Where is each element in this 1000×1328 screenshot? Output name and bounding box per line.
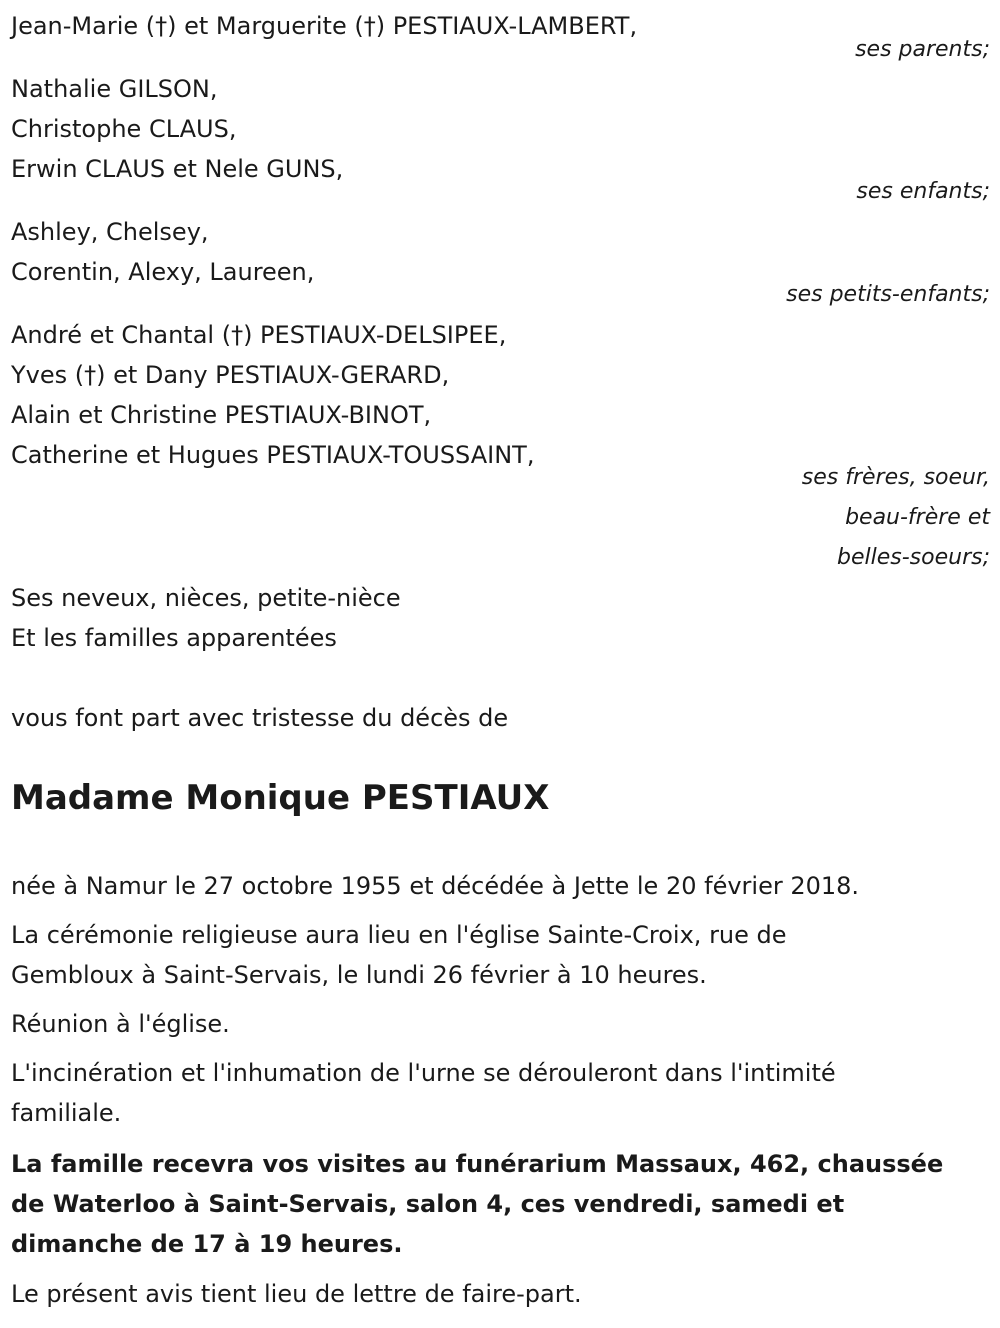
cremation-line: familiale.	[11, 1099, 122, 1127]
children-relation: ses enfants;	[856, 179, 990, 204]
sibling-line: Yves (†) et Dany PESTIAUX-GERARD,	[11, 361, 450, 389]
meeting-text: Réunion à l'église.	[11, 1010, 230, 1038]
sibling-line: André et Chantal (†) PESTIAUX-DELSIPEE,	[11, 321, 507, 349]
siblings-relation-line: beau-frère et	[845, 505, 990, 530]
grandchildren-relation: ses petits-enfants;	[786, 282, 990, 307]
ceremony-line: La cérémonie religieuse aura lieu en l'église Sainte-Croix, rue de	[11, 921, 787, 949]
relatives-line: Ses neveux, nièces, petite-nièce	[11, 584, 401, 612]
parents-line: Jean-Marie (†) et Marguerite (†) PESTIAUX-LAMBERT,	[11, 12, 638, 40]
ceremony-line: Gembloux à Saint-Servais, le lundi 26 février à 10 heures.	[11, 961, 707, 989]
deceased-name: Madame Monique PESTIAUX	[11, 778, 550, 818]
siblings-relation-line: belles-soeurs;	[837, 545, 990, 570]
closing-text: Le présent avis tient lieu de lettre de faire-part.	[11, 1280, 582, 1308]
child-line: Christophe CLAUS,	[11, 115, 237, 143]
cremation-line: L'incinération et l'inhumation de l'urne se dérouleront dans l'intimité	[11, 1059, 836, 1087]
sibling-line: Alain et Christine PESTIAUX-BINOT,	[11, 401, 432, 429]
parents-relation: ses parents;	[855, 37, 990, 62]
child-line: Erwin CLAUS et Nele GUNS,	[11, 155, 344, 183]
visits-line: La famille recevra vos visites au funérarium Massaux, 462, chaussée	[11, 1150, 944, 1178]
relatives-line: Et les familles apparentées	[11, 624, 337, 652]
announcement-text: vous font part avec tristesse du décès de	[11, 704, 509, 732]
grandchild-line: Corentin, Alexy, Laureen,	[11, 258, 315, 286]
sibling-line: Catherine et Hugues PESTIAUX-TOUSSAINT,	[11, 441, 535, 469]
visits-line: de Waterloo à Saint-Servais, salon 4, ces vendredi, samedi et	[11, 1190, 845, 1218]
visits-line: dimanche de 17 à 19 heures.	[11, 1230, 403, 1258]
birth-death-text: née à Namur le 27 octobre 1955 et décédée à Jette le 20 février 2018.	[11, 872, 860, 900]
siblings-relation-line: ses frères, soeur,	[801, 465, 990, 490]
child-line: Nathalie GILSON,	[11, 75, 218, 103]
grandchild-line: Ashley, Chelsey,	[11, 218, 209, 246]
